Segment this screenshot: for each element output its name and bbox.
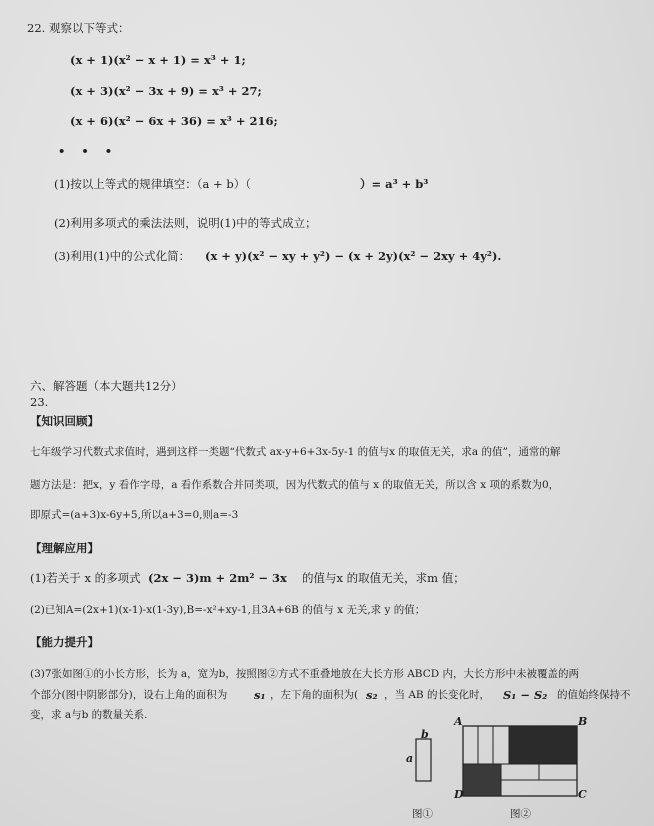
corner-a-label: A (454, 715, 463, 728)
apply-title: 【理解应用】 (30, 541, 99, 555)
q23-number: 23. (30, 395, 49, 409)
apply-1-suffix: 的值与x 的取值无关，求m 值； (302, 571, 465, 585)
improve-s1: s₁ (254, 688, 266, 702)
figure-1-label-a: a (406, 752, 414, 765)
improve-line-2-post: ，当 AB 的长变化时， (384, 689, 490, 701)
q22-part1: (1)按以上等式的规律填空：（a + b）（ (54, 177, 251, 191)
corner-d-label: D (454, 788, 464, 801)
improve-s2: s₂ (366, 688, 378, 702)
improve-difference: S₁ − S₂ (503, 688, 548, 702)
q22-title: 22. 观察以下等式： (27, 21, 130, 35)
improve-line-2-mid: ，左下角的面积为( (270, 689, 359, 701)
figure-2-caption: 图② (510, 808, 531, 820)
corner-c-label: C (578, 788, 587, 801)
knowledge-line-1: 七年级学习代数式求值时，遇到这样一类题“代数式 ax-y+6+3x-5y-1 的值与x 的取值无关，求a 的值”，通常的解 (30, 446, 561, 458)
improve-line-3: 变，求 a与b 的数量关系. (30, 709, 148, 721)
improve-title: 【能力提升】 (30, 635, 99, 649)
q22-part3: (3)利用(1)中的公式化简： (54, 249, 191, 263)
apply-2: (2)已知A=(2x+1)(x-1)-x(1-3y),B=-x²+xy-1,且3A+6B 的值与 x 无关,求 y 的值； (30, 604, 426, 616)
figure-1-label-b: b (421, 728, 429, 741)
q22-equation-2: (x + 3)(x² − 3x + 9) = x³ + 27; (70, 84, 262, 98)
knowledge-line-2: 题方法是：把x，y 看作字母，a 看作系数合并同类项，因为代数式的值与 x 的取值无关，所以含 x 项的系数为0， (30, 479, 560, 491)
apply-1-expression: (2x − 3)m + 2m² − 3x (148, 571, 287, 585)
q22-equation-3: (x + 6)(x² − 6x + 36) = x³ + 216; (70, 114, 278, 128)
section-heading: 六、解答题（本大题共12分） (30, 379, 183, 393)
q22-part1-result: ）= a³ + b³ (360, 177, 429, 191)
q22-part2: (2)利用多项式的乘法法则，说明(1)中的等式成立； (54, 216, 317, 230)
apply-1-prefix: (1)若关于 x 的多项式 (30, 571, 141, 585)
knowledge-review-title: 【知识回顾】 (30, 414, 99, 428)
q22-dots: • • • (58, 144, 119, 158)
corner-b-label: B (578, 715, 588, 728)
q22-part3-expression: (x + y)(x² − xy + y²) − (x + 2y)(x² − 2xy + 4y²). (205, 249, 502, 263)
improve-line-2-end: 的值始终保持不 (557, 689, 631, 701)
knowledge-line-3: 即原式=(a+3)x-6y+5,所以a+3=0,则a=-3 (30, 509, 239, 521)
improve-line-1: (3)7张如图①的小长方形，长为 a，宽为b，按照图②方式不重叠地放在大长方形 ABCD 内，大长方形中未被覆盖的两 (30, 668, 579, 680)
figure-1-caption: 图① (412, 808, 433, 820)
q22-equation-1: (x + 1)(x² − x + 1) = x³ + 1; (70, 53, 246, 67)
figure-2-diagram (455, 722, 585, 800)
improve-line-2-prefix: 个部分(图中阴影部分)，设右上角的面积为 (30, 689, 228, 701)
